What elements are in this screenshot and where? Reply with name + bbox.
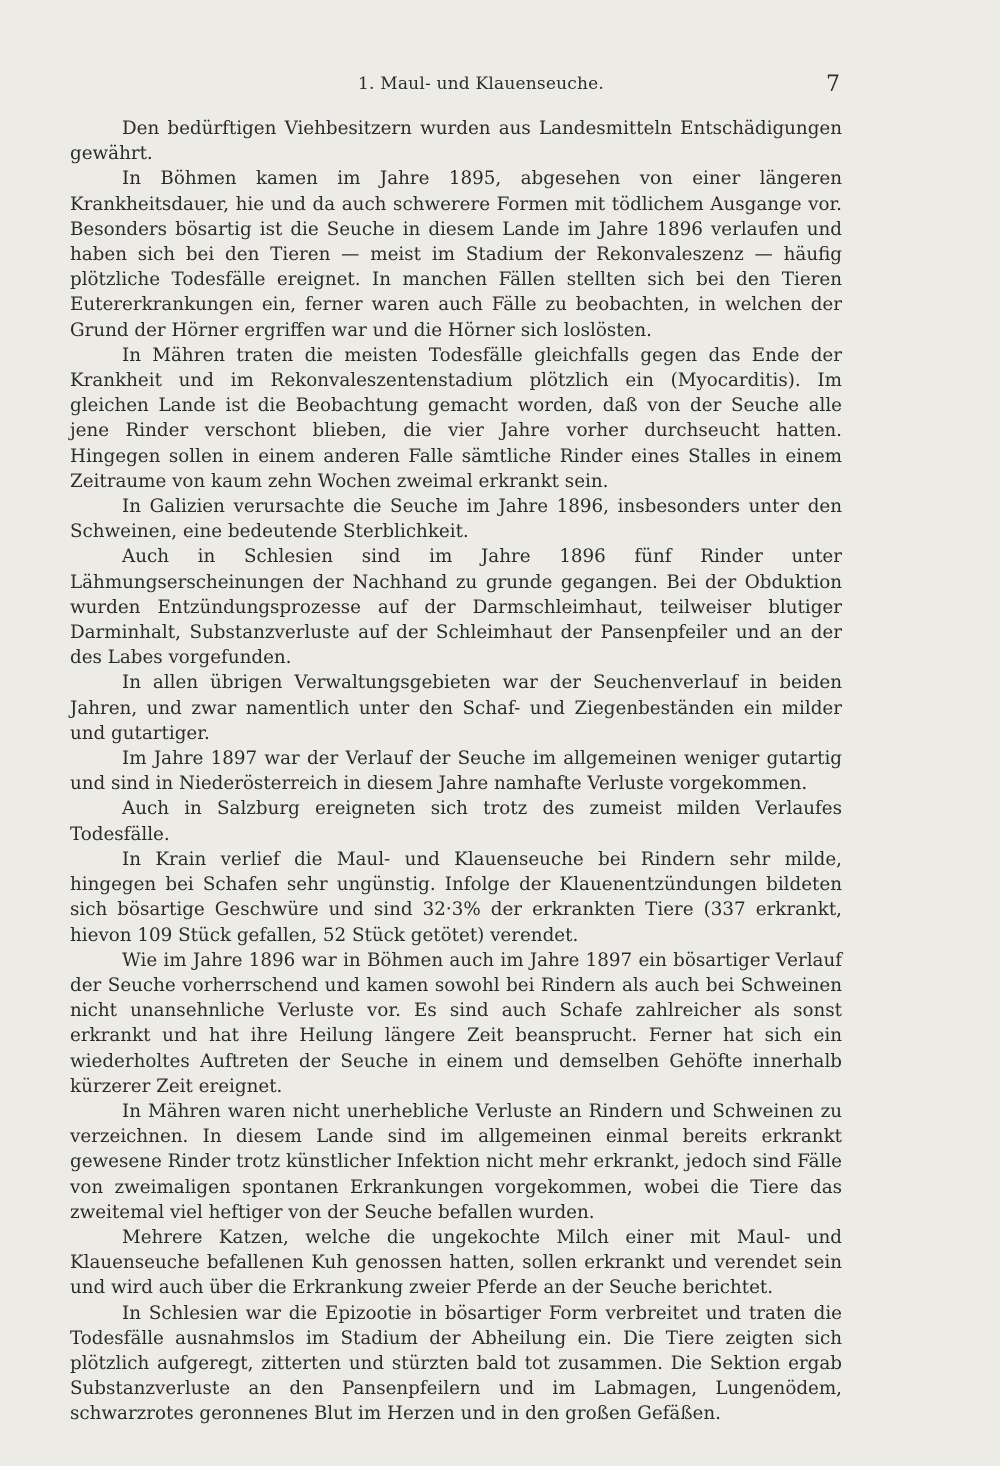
paragraph: Wie im Jahre 1896 war in Böhmen auch im Jahre 1897 ein bösartiger Verlauf der Seuche vorherrschend und kamen sowohl bei Rindern als auch bei Schweinen nicht unansehnliche Verluste vor. Es sind auch Schafe zahlreicher als sonst erkrankt und hat ihre Heilung längere Zeit beansprucht. Ferner hat sich ein wiederholtes Auftreten der Seuche in einem und demselben Gehöfte innerhalb kürzerer Zeit ereignet. [70,949,842,1097]
paragraph: Im Jahre 1897 war der Verlauf der Seuche im allgemeinen weniger gutartig und sind in Niederösterreich in diesem Jahre namhafte Verluste vorgekommen. [70,748,842,795]
paragraph: In Krain verlief die Maul- und Klauenseuche bei Rindern sehr milde, hingegen bei Schafen sehr ungünstig. Infolge der Klauenentzündungen bildeten sich bösartige Geschwüre und sind 32·3% der erkrankten Tiere (337 erkrankt, hievon 109 Stück gefallen, 52 Stück getötet) verendet. [70,848,842,946]
paragraph: In Schlesien war die Epizootie in bösartiger Form verbreitet und traten die Todesfälle ausnahmslos im Stadium der Abheilung ein. Die Tiere zeigten sich plötzlich aufgeregt, zitterten und stürzten bald tot zusammen. Die Sektion ergab Substanzverluste an den Pansenpfeilern und im Labmagen, Lungenödem, schwarzrotes geronnenes Blut im Herzen und in den großen Gefäßen. [70,1302,842,1425]
paragraph: In Mähren waren nicht unerhebliche Verluste an Rindern und Schweinen zu verzeichnen. In diesem Lande sind im allgemeinen einmal bereits erkrankt gewesene Rinder trotz künstlicher Infektion nicht mehr erkrankt, jedoch sind Fälle von zweimaligen spontanen Erkrankungen vorgekommen, wobei die Tiere das zweitemal viel heftiger von der Seuche befallen wurden. [70,1100,842,1223]
paragraph: Auch in Schlesien sind im Jahre 1896 fünf Rinder unter Lähmungserscheinungen der Nachhand zu grunde gegangen. Bei der Obduktion wurden Entzündungsprozesse auf der Darmschleimhaut, teilweiser blutiger Darminhalt, Substanzverluste auf der Schleimhaut der Pansenpfeiler und an der des Labes vorgefunden. [70,546,842,669]
paragraph: In allen übrigen Verwaltungsgebieten war der Seuchenverlauf in beiden Jahren, und zwar namentlich unter den Schaf- und Ziegenbeständen ein milder und gutartiger. [70,672,842,744]
paragraph: In Galizien verursachte die Seuche im Jahre 1896, insbesonders unter den Schweinen, eine bedeutende Sterblichkeit. [70,496,842,543]
paragraph: Auch in Salzburg ereigneten sich trotz des zumeist milden Verlaufes Todesfälle. [70,798,842,845]
body-text [70,116,842,1427]
paragraph: Den bedürftigen Viehbesitzern wurden aus Landesmitteln Entschädigungen gewährt. [70,118,842,165]
paragraph: In Mähren traten die meisten Todesfälle gleichfalls gegen das Ende der Krankheit und im Rekonvaleszentenstadium plötzlich ein (Myocarditis). Im gleichen Lande ist die Beobachtung gemacht worden, daß von der Seuche alle jene Rinder verschont blieben, die vier Jahre vorher durchseucht hatten. Hingegen sollen in einem anderen Falle sämtliche Rinder eines Stalles in einem Zeitraume von kaum zehn Wochen zweimal erkrankt sein. [70,344,842,492]
page-header [0,74,1000,102]
running-title: 1. Maul- und Klauenseuche. [358,74,604,94]
page-number: 7 [826,72,840,97]
paragraph: In Böhmen kamen im Jahre 1895, abgesehen von einer längeren Krankheitsdauer, hie und da auch schwerere Formen mit tödlichem Ausgange vor. Besonders bösartig ist die Seuche in diesem Lande im Jahre 1896 verlaufen und haben sich bei den Tieren — meist im Stadium der Rekonvaleszenz — häufig plötzliche Todesfälle ereignet. In manchen Fällen stellten sich bei den Tieren Eutererkrankungen ein, ferner waren auch Fälle zu beobachten, in welchen der Grund der Hörner ergriffen war und die Hörner sich loslösten. [70,168,842,341]
paragraph: Mehrere Katzen, welche die ungekochte Milch einer mit Maul- und Klauenseuche befallenen Kuh genossen hatten, sollen erkrankt und verendet sein und wird auch über die Erkrankung zweier Pferde an der Seuche berichtet. [70,1226,842,1299]
